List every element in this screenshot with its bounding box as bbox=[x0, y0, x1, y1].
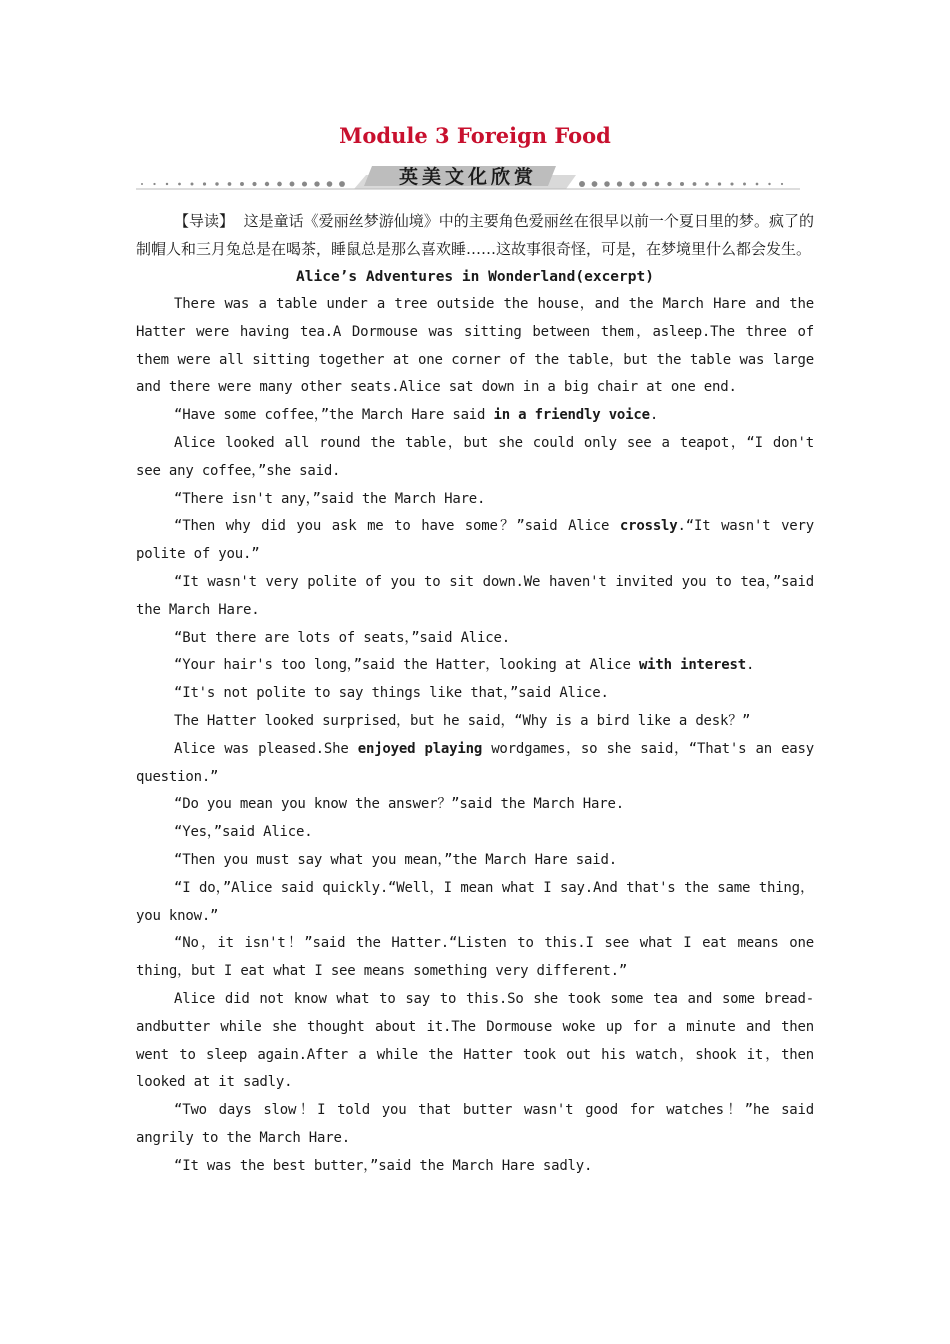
story-paragraph bbox=[136, 569, 814, 625]
paragraph-text: “There isn't any，”said the March Hare. bbox=[174, 490, 486, 507]
highlighted-phrase: enjoyed playing bbox=[357, 740, 483, 757]
story-paragraph bbox=[136, 930, 814, 986]
paragraph-text: “Have some coffee，”the March Hare said bbox=[174, 407, 494, 424]
paragraph-text: “I do，”Alice said quickly.“Well，I mean what I say.And that's the same thing，you know.” bbox=[136, 879, 814, 924]
paragraph-text: “Your hair's too long，”said the Hatter，looking at Alice bbox=[174, 657, 639, 674]
paragraph-text: The Hatter looked surprised，but he said，“Why is a bird like a desk？” bbox=[174, 712, 751, 729]
paragraph-text: “It's not polite to say things like that，”said Alice. bbox=[174, 685, 609, 702]
story-paragraph bbox=[136, 625, 814, 653]
paragraph-text: “It was the best butter，”said the March Hare sadly. bbox=[174, 1157, 593, 1174]
highlighted-phrase: in a friendly voice bbox=[493, 407, 650, 424]
story-paragraph bbox=[136, 791, 814, 819]
story-paragraph bbox=[136, 652, 814, 680]
story-paragraph bbox=[136, 819, 814, 847]
story-paragraph bbox=[136, 680, 814, 708]
paragraph-text: “No，it isn't！”said the Hatter.“Listen to this.I see what I eat means one thing，but I eat what I see means something very different.” bbox=[136, 935, 814, 980]
story-text bbox=[136, 291, 814, 1181]
paragraph-text: Alice was pleased.She bbox=[174, 740, 358, 757]
story-paragraph bbox=[136, 513, 814, 569]
story-paragraph bbox=[136, 291, 814, 402]
paragraph-text: .“It wasn't very polite of you.” bbox=[136, 518, 814, 563]
paragraph-text: “Yes，”said Alice. bbox=[174, 824, 313, 841]
paragraph-text: “But there are lots of seats，”said Alice. bbox=[174, 629, 510, 646]
paragraph-text: Alice looked all round the table，but she could only see a teapot，“I don't see any coffee，”she said. bbox=[136, 434, 814, 479]
article-body bbox=[136, 207, 814, 1181]
story-paragraph bbox=[136, 708, 814, 736]
story-paragraph bbox=[136, 986, 814, 1097]
paragraph-text: Alice did not know what to say to this.So she took some tea and some bread-andbutter while she thought about it.The Dormouse woke up for a minute and then went to sleep again.After a while the Hatter took out his watch，shook it，then looked at it sadly. bbox=[136, 990, 814, 1091]
paragraph-text: “It wasn't very polite of you to sit down.We haven't invited you to tea，”said the March Hare. bbox=[136, 573, 814, 618]
story-paragraph bbox=[136, 875, 814, 931]
paragraph-text: “Then why did you ask me to have some？”said Alice bbox=[174, 518, 620, 535]
story-paragraph bbox=[136, 1097, 814, 1153]
story-paragraph bbox=[136, 486, 814, 514]
story-paragraph bbox=[136, 1153, 814, 1181]
story-paragraph bbox=[136, 402, 814, 430]
story-paragraph bbox=[136, 847, 814, 875]
paragraph-text: . bbox=[649, 407, 659, 424]
intro-text: 这是童话《爱丽丝梦游仙境》中的主要角色爱丽丝在很早以前一个夏日里的梦。疯了的制帽人和三月兔总是在喝茶，睡鼠总是那么喜欢睡……这故事很奇怪，可是，在梦境里什么都会发生。 bbox=[136, 212, 814, 258]
paragraph-text: “Two days slow！I told you that butter wasn't good for watches！”he said angrily to the March Hare. bbox=[136, 1102, 814, 1146]
paragraph-text: “Do you mean you know the answer？”said the March Hare. bbox=[174, 796, 624, 813]
paragraph-text: wordgames，so she said，“That's an easy question.” bbox=[136, 740, 814, 785]
intro-paragraph bbox=[136, 207, 814, 263]
paragraph-text: . bbox=[745, 657, 755, 674]
story-paragraph bbox=[136, 736, 814, 792]
module-title: Module 3 Foreign Food bbox=[339, 123, 611, 148]
highlighted-phrase: with interest bbox=[638, 657, 746, 674]
highlighted-phrase: crossly bbox=[619, 518, 678, 535]
banner-label: 英美文化欣赏 bbox=[398, 166, 537, 188]
paragraph-text: “Then you must say what you mean，”the March Hare said. bbox=[174, 851, 617, 868]
story-title: Alice’s Adventures in Wonderland(excerpt) bbox=[296, 269, 654, 285]
story-paragraph bbox=[136, 430, 814, 486]
paragraph-text: There was a table under a tree outside the house，and the March Hare and the Hatter were having tea.A Dormouse was sitting between them，asleep.The three of them were all sitting together at one corner of the table，but the table was large and there were many other seats.Alice sat down in a big chair at one end. bbox=[136, 296, 814, 396]
intro-tag: 【导读】 bbox=[174, 212, 235, 230]
section-banner bbox=[136, 162, 800, 192]
